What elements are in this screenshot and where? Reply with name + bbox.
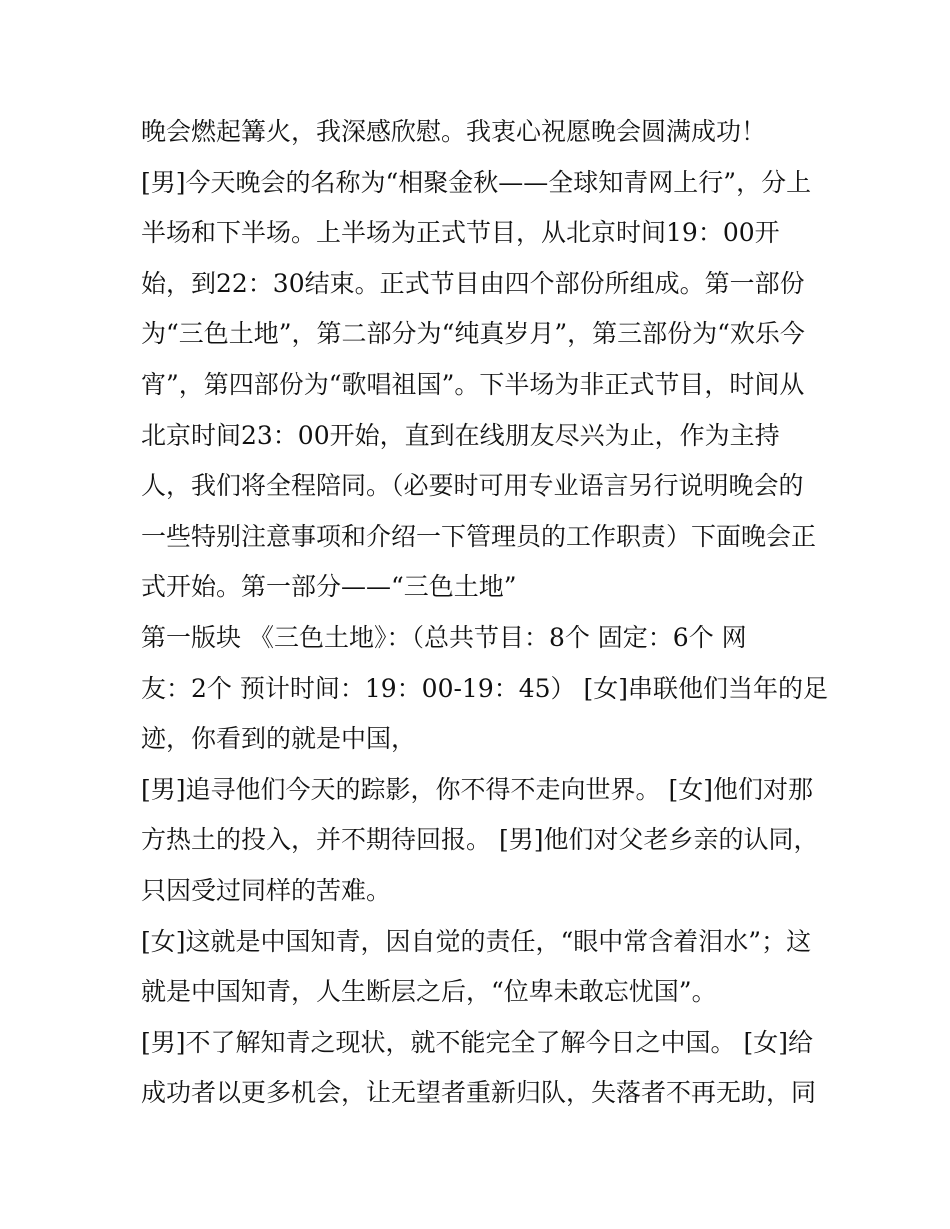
text-line: [男]今天晚会的名称为“相聚金秋——全球知青网上行”，分上 [141,167,812,197]
text-line: [女]这就是中国知青，因自觉的责任，“眼中常含着泪水”；这 [141,926,812,956]
text-line: [男]追寻他们今天的踪影，你不得不走向世界。 [女]他们对那 [141,774,813,804]
text-line: 方热土的投入，并不期待回报。 [男]他们对父老乡亲的认同， [141,825,819,855]
text-line: 北京时间23：00开始，直到在线朋友尽兴为止，作为主持 [141,420,780,450]
text-line: 人，我们将全程陪同。（必要时可用专业语言另行说明晚会的 [141,471,804,501]
text-line: 始，到22：30结束。正式节目由四个部份所组成。第一部份 [141,268,805,298]
text-line: 迹，你看到的就是中国， [141,724,417,754]
text-line: 晚会燃起篝火，我深感欣慰。我衷心祝愿晚会圆满成功！ [141,117,767,146]
text-line: 就是中国知青，人生断层之后，“位卑未敢忘忧国”。 [141,977,717,1007]
text-line: 友：2个 预计时间：19：00-19：45） [女]串联他们当年的足 [141,673,829,703]
text-line: 第一版块 《三色土地》：（总共节目：8个 固定：6个 网 [141,622,747,652]
text-line: 一些特别注意事项和介绍一下管理员的工作职责）下面晚会正 [141,521,817,551]
text-line: 成功者以更多机会，让无望者重新归队，失落者不再无助，同 [141,1078,817,1108]
document-body [141,107,829,1119]
text-line: [男]不了解知青之现状，就不能完全了解今日之中国。 [女]给 [141,1027,813,1057]
text-line: 只因受过同样的苦难。 [141,875,392,905]
text-line: 半场和下半场。上半场为正式节目，从北京时间19：00开 [141,218,780,248]
text-line: 式开始。第一部分——“三色土地” [141,572,517,602]
text-line: 宵”，第四部份为“歌唱祖国”。下半场为非正式节目，时间从 [141,369,805,399]
text-line: 为“三色土地”，第二部分为“纯真岁月”，第三部份为“欢乐今 [141,319,805,349]
